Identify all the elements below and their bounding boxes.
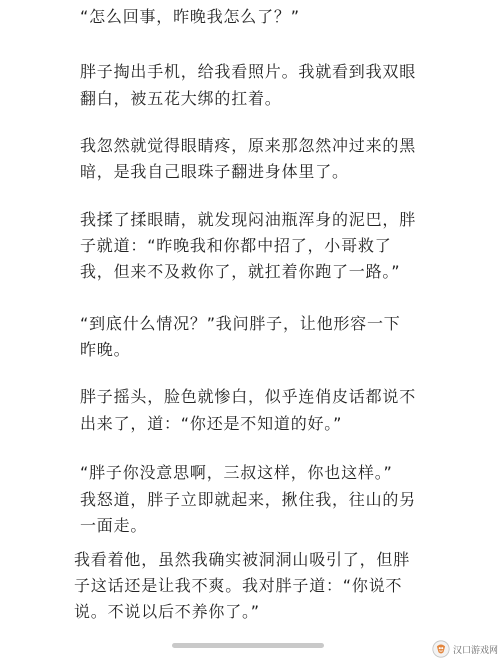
text-line: “胖子你没意思啊，三叔这样，你也这样。” — [80, 463, 393, 482]
text-line: 子这话还是让我不爽。我对胖子道：“你说不 — [74, 576, 403, 595]
text-line: 说。不说以后不养你了。” — [74, 602, 260, 621]
text-line: 我忽然就觉得眼睛疼，原来那忽然冲过来的黑 — [80, 136, 417, 155]
home-indicator-bar[interactable] — [172, 643, 324, 648]
text-line: 子就道：“昨晚我和你都中招了，小哥救了 — [80, 236, 392, 255]
text-line: 昨晚。 — [80, 340, 131, 359]
text-line: 翻白，被五花大绑的扛着。 — [80, 89, 282, 108]
text-line: “到底什么情况？”我问胖子，让他形容一下 — [80, 314, 401, 333]
text-line: 我，但来不及救你了，就扛着你跑了一路。” — [80, 262, 401, 281]
text-line: 我揉了揉眼睛，就发现闷油瓶浑身的泥巴，胖 — [80, 210, 417, 229]
text-line: 胖子掏出手机，给我看照片。我就看到我双眼 — [80, 62, 417, 81]
text-line: 一面走。 — [80, 516, 148, 535]
text-line: 胖子摇头，脸色就惨白，似乎连俏皮话都说不 — [80, 387, 417, 406]
site-watermark — [432, 637, 498, 661]
text-line: 暗，是我自己眼珠子翻进身体里了。 — [80, 162, 349, 181]
game-site-logo-icon — [432, 638, 450, 660]
text-line: “怎么回事，昨晚我怎么了？” — [80, 7, 300, 26]
watermark-text: 汉口游戏网 — [452, 645, 498, 656]
text-line: 我怒道，胖子立即就起来，揪住我，往山的另 — [80, 490, 417, 509]
text-line: 我看着他，虽然我确实被洞洞山吸引了，但胖 — [74, 550, 411, 569]
text-line: 出来了，道：“你还是不知道的好。” — [80, 414, 343, 433]
